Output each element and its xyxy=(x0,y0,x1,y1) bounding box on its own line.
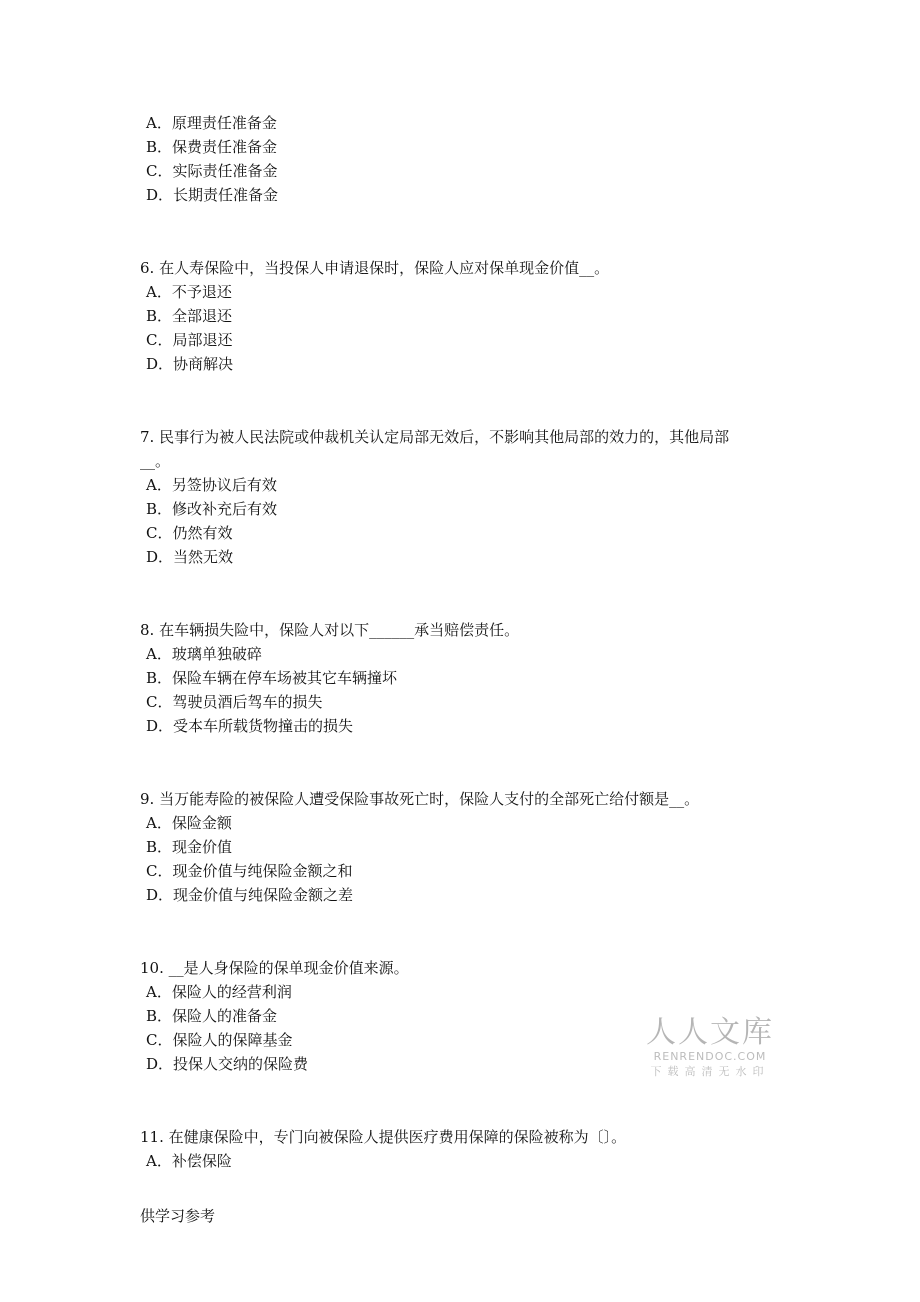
q6-option-d: D．协商解决 xyxy=(146,355,234,373)
watermark-main-text: 人人文库 xyxy=(646,1015,774,1050)
q5-option-d: D．长期责任准备金 xyxy=(146,186,279,204)
page-footer: 供学习参考 xyxy=(140,1207,216,1225)
q7-option-c: C．仍然有效 xyxy=(146,524,233,542)
q8-option-a: A．玻璃单独破碎 xyxy=(146,645,262,663)
q8-question: 8. 在车辆损失险中，保险人对以下______承当赔偿责任。 xyxy=(140,621,520,639)
q7-option-b: B．修改补充后有效 xyxy=(146,500,278,518)
q8-option-b: B．保险车辆在停车场被其它车辆撞坏 xyxy=(146,669,398,687)
q10-question: 10. __是人身保险的保单现金价值来源。 xyxy=(140,959,409,977)
q10-option-c: C．保险人的保障基金 xyxy=(146,1031,293,1049)
q5-option-c: C．实际责任准备金 xyxy=(146,162,278,180)
q6-option-c: C．局部退还 xyxy=(146,331,233,349)
q5-option-b: B．保费责任准备金 xyxy=(146,138,278,156)
q11-option-a: A．补偿保险 xyxy=(146,1152,232,1170)
q5-option-a: A．原理责任准备金 xyxy=(146,114,277,132)
q11-question: 11. 在健康保险中，专门向被保险人提供医疗费用保障的保险被称为〔〕。 xyxy=(140,1128,627,1146)
q6-option-b: B．全部退还 xyxy=(146,307,233,325)
watermark-logo xyxy=(646,1016,774,1080)
q9-option-a: A．保险金额 xyxy=(146,814,232,832)
q10-option-d: D．投保人交纳的保险费 xyxy=(146,1055,309,1073)
q9-option-d: D．现金价值与纯保险金额之差 xyxy=(146,886,354,904)
q9-question: 9. 当万能寿险的被保险人遭受保险事故死亡时，保险人支付的全部死亡给付额是__。 xyxy=(140,790,700,808)
q6-question: 6. 在人寿保险中，当投保人申请退保时，保险人应对保单现金价值__。 xyxy=(140,259,610,277)
watermark-domain-text: RENRENDOC.COM xyxy=(653,1050,767,1063)
q6-option-a: A．不予退还 xyxy=(146,283,232,301)
q8-option-c: C．驾驶员酒后驾车的损失 xyxy=(146,693,323,711)
q7-option-d: D．当然无效 xyxy=(146,548,234,566)
q7-question-line2: __。 xyxy=(140,452,171,470)
q7-question-line1: 7. 民事行为被人民法院或仲裁机关认定局部无效后，不影响其他局部的效力的，其他局部 xyxy=(140,428,730,446)
q8-option-d: D．受本车所载货物撞击的损失 xyxy=(146,717,354,735)
q7-option-a: A．另签协议后有效 xyxy=(146,476,277,494)
q10-option-a: A．保险人的经营利润 xyxy=(146,983,292,1001)
q9-option-c: C．现金价值与纯保险金额之和 xyxy=(146,862,353,880)
q9-option-b: B．现金价值 xyxy=(146,838,233,856)
watermark-sub-text: 下载高清无水印 xyxy=(650,1065,770,1078)
q10-option-b: B．保险人的准备金 xyxy=(146,1007,278,1025)
